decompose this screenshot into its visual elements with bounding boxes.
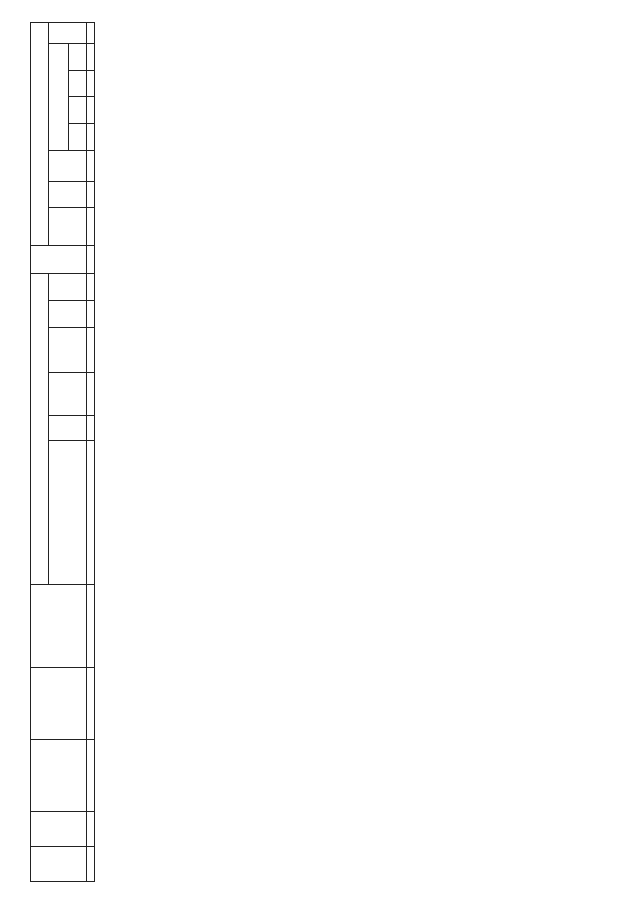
header-cell	[49, 274, 87, 301]
header-cell	[49, 416, 87, 441]
header-cell	[49, 373, 87, 416]
header-cell	[31, 585, 87, 667]
header-cell	[69, 70, 87, 97]
header-cell	[49, 441, 87, 585]
header-cell	[87, 245, 95, 274]
data-table	[30, 22, 610, 882]
header-cell	[49, 181, 87, 208]
header-cell	[87, 274, 95, 301]
table-body	[95, 23, 610, 882]
header-cell	[87, 373, 95, 416]
header-cell	[87, 150, 95, 181]
rotated-table-container	[30, 22, 610, 882]
header-cell	[87, 23, 95, 44]
header-cell	[87, 811, 95, 846]
header-cell	[31, 245, 87, 274]
header-cell	[87, 846, 95, 881]
header-cell	[87, 181, 95, 208]
header-cell	[49, 301, 87, 328]
header-cell	[31, 739, 87, 811]
header-cell	[49, 43, 69, 150]
header-cell	[87, 416, 95, 441]
header-cell	[69, 43, 87, 70]
header-cell	[87, 124, 95, 151]
header-cell	[31, 667, 87, 739]
header-cell	[87, 208, 95, 245]
header-cell	[31, 23, 49, 246]
header-cell	[49, 327, 87, 372]
header-cell	[87, 667, 95, 739]
header-cell	[69, 124, 87, 151]
header-cell	[49, 208, 87, 245]
header-cell	[87, 327, 95, 372]
header-cell	[87, 739, 95, 811]
header-cell	[87, 301, 95, 328]
header-cell	[31, 811, 87, 846]
header-cell	[87, 585, 95, 667]
table-header	[31, 23, 95, 882]
header-cell	[31, 846, 87, 881]
header-cell	[69, 97, 87, 124]
header-cell	[49, 23, 87, 44]
header-cell	[49, 150, 87, 181]
header-cell	[87, 97, 95, 124]
header-cell	[87, 70, 95, 97]
header-cell	[31, 274, 49, 585]
header-cell	[87, 441, 95, 585]
header-cell	[87, 43, 95, 70]
